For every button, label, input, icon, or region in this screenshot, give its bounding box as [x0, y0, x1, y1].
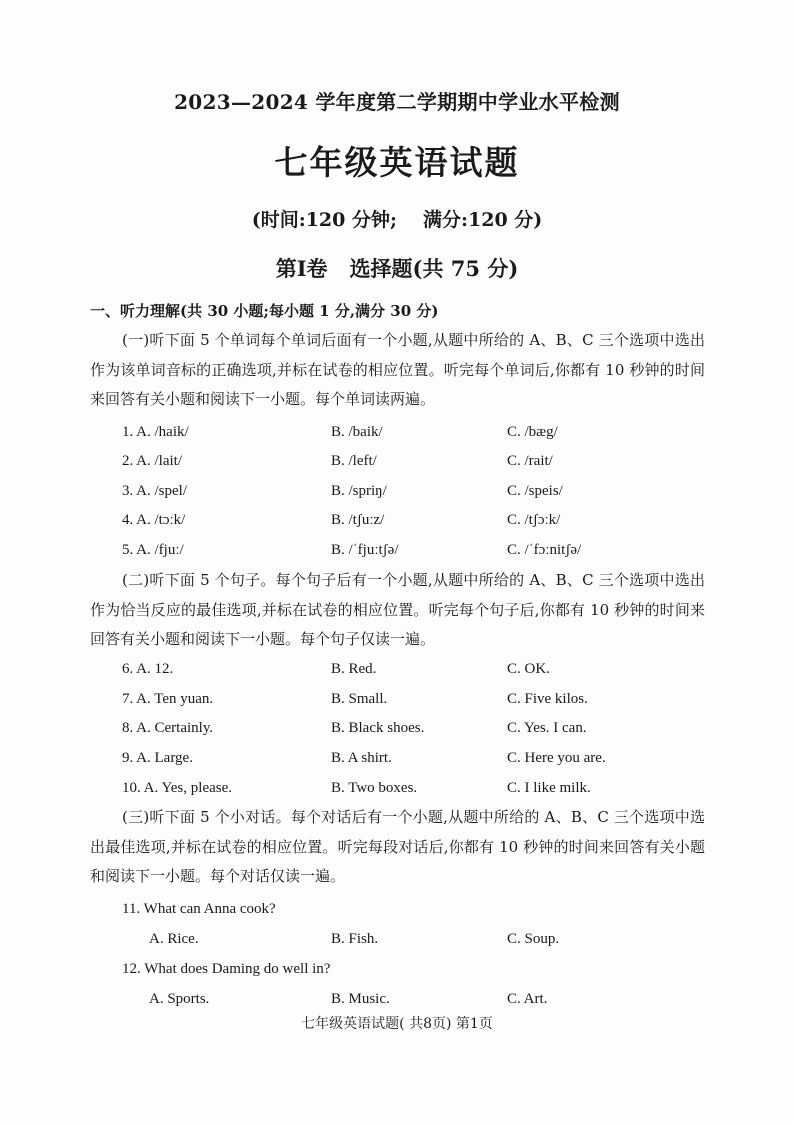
question-12-option-c: C. Art.: [507, 991, 548, 1007]
question-11-option-c: C. Soup.: [507, 931, 560, 947]
question-2-option-b: B. /left/: [331, 453, 377, 469]
question-10-option-b: B. Two boxes.: [331, 780, 418, 796]
exam-term-heading: 2023—2024 学年度第二学期期中学业水平检测: [174, 90, 620, 114]
exam-time: (时间:120 分钟;: [251, 209, 397, 231]
part3-instructions: (三)听下面 5 个小对话。每个对话后有一个小题,从题中所给的 A、B、C 三个选项中选出最佳选项,并标在试卷的相应位置。听完每段对话后,你都有 10 秒钟的时间来回答有关小题和阅读下一小题。每个对话仅读一遍。: [90, 808, 705, 885]
question-8-option-b: B. Black shoes.: [331, 720, 425, 736]
question-4-option-a: 4. A. /tɔːk/: [122, 512, 186, 528]
question-7-option-c: C. Five kilos.: [507, 691, 588, 707]
question-8-option-a: 8. A. Certainly.: [122, 720, 214, 736]
question-5-option-a: 5. A. /fjuː/: [122, 542, 184, 558]
question-9-option-b: B. A shirt.: [331, 750, 392, 766]
question-3-option-a: 3. A. /spel/: [122, 483, 188, 499]
page-footer: 七年级英语试题( 共8页) 第1页: [301, 1016, 493, 1032]
question-6-option-a: 6. A. 12.: [122, 661, 174, 677]
part1-instructions: (一)听下面 5 个单词每个单词后面有一个小题,从题中所给的 A、B、C 三个选项中选出作为该单词音标的正确选项,并标在试卷的相应位置。听完每个单词后,你都有 10 秒钟的时间来回答有关小题和阅读下一小题。每个单词读两遍。: [90, 331, 705, 408]
question-1-option-a: 1. A. /haik/: [122, 424, 189, 440]
section-heading: 一、听力理解(共 30 小题;每小题 1 分,满分 30 分): [90, 302, 439, 320]
question-5-option-c: C. /ˈfɔːnitʃə/: [507, 542, 582, 558]
question-3-option-b: B. /spriŋ/: [331, 483, 387, 499]
question-10-option-c: C. I like milk.: [507, 780, 591, 796]
question-9-option-c: C. Here you are.: [507, 750, 606, 766]
question-7-option-b: B. Small.: [331, 691, 388, 707]
question-9-option-a: 9. A. Large.: [122, 750, 193, 766]
question-6-option-b: B. Red.: [331, 661, 377, 677]
question-1-option-c: C. /bæg/: [507, 424, 558, 440]
question-2-option-c: C. /rait/: [507, 453, 553, 469]
question-12-option-b: B. Music.: [331, 991, 390, 1007]
question-8-option-c: C. Yes. I can.: [507, 720, 587, 736]
question-7-option-a: 7. A. Ten yuan.: [122, 691, 214, 707]
question-3-option-c: C. /speis/: [507, 483, 563, 499]
question-10-option-a: 10. A. Yes, please.: [122, 780, 233, 796]
question-11-option-b: B. Fish.: [331, 931, 379, 947]
exam-score: 满分:120 分): [423, 209, 543, 231]
question-1-option-b: B. /baik/: [331, 424, 383, 440]
question-5-option-b: B. /ˈfjuːtʃə/: [331, 542, 399, 558]
question-12-stem: 12. What does Daming do well in?: [122, 961, 331, 977]
question-11-stem: 11. What can Anna cook?: [122, 901, 276, 917]
volume-heading: [0, 253, 794, 283]
question-4-option-b: B. /tʃuːz/: [331, 512, 385, 528]
question-4-option-c: C. /tʃɔːk/: [507, 512, 561, 528]
question-6-option-c: C. OK.: [507, 661, 550, 677]
question-2-option-a: 2. A. /lait/: [122, 453, 182, 469]
question-11-option-a: A. Rice.: [149, 931, 199, 947]
volume-title: 选择题(共 75 分): [349, 256, 519, 281]
exam-time-score: [0, 205, 794, 232]
volume-label: 第Ⅰ卷: [275, 256, 328, 281]
part2-instructions: (二)听下面 5 个句子。每个句子后有一个小题,从题中所给的 A、B、C 三个选项中选出作为恰当反应的最佳选项,并标在试卷的相应位置。听完每个句子后,你都有 10 秒钟的时间来回答有关小题和阅读下一小题。每个句子仅读一遍。: [90, 571, 705, 648]
exam-title: 七年级英语试题: [274, 143, 520, 182]
question-12-option-a: A. Sports.: [149, 991, 210, 1007]
